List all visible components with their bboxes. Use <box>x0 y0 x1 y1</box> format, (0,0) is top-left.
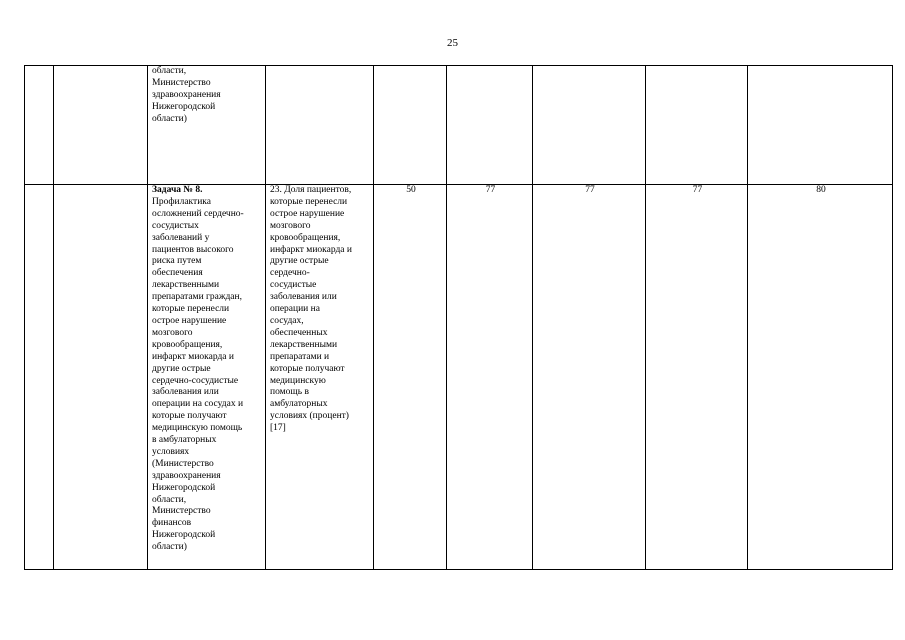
task-cell <box>148 185 266 570</box>
indicator-cell <box>266 185 374 570</box>
value-text: 77 <box>485 185 496 195</box>
value-text: 77 <box>585 185 595 195</box>
value-cell <box>447 185 533 570</box>
table-cell <box>646 66 748 185</box>
value-cell <box>533 185 646 570</box>
task-text: Профилактика осложнений сердечно- сосудистых заболеваний у пациентов высокого риска путем обеспечения лекарственными препаратами граждан, которые перенесли острое нарушение мозгового кровообращения, инфаркт миокарда и другие острые сердечно-сосудистые заболевания или операции на сосудах и которые получают медицинскую помощь в амбулаторных условиях (Министерство здравоохранения Нижегородской области, Министерство финансов Нижегородской области) <box>152 196 244 553</box>
task-continuation-text: области, Министерство здравоохранения Нижегородской области) <box>152 66 221 124</box>
table-cell <box>25 185 54 570</box>
table-cell <box>447 66 533 185</box>
value-text: 50 <box>406 185 416 195</box>
table-cell <box>374 66 447 185</box>
data-table <box>24 65 893 570</box>
table-cell <box>25 66 54 185</box>
table-cell <box>748 66 893 185</box>
table-row <box>25 185 893 570</box>
table-row <box>25 66 893 185</box>
page-number: 25 <box>447 37 458 49</box>
table-cell <box>54 185 148 570</box>
table-cell <box>533 66 646 185</box>
indicator-text: 23. Доля пациентов, которые перенесли острое нарушение мозгового кровообращения, инфаркт миокарда и другие острые сердечно- сосудистые заболевания или операции на сосудах, обеспеченных лекарственными препаратами и которые получают медицинскую помощь в амбулаторных условиях (процент) [17] <box>270 185 352 434</box>
table-cell <box>266 66 374 185</box>
task-continuation-cell <box>148 66 266 185</box>
value-text: 77 <box>692 185 703 195</box>
value-cell <box>748 185 893 570</box>
task-title: Задача № 8. <box>152 185 203 195</box>
value-cell <box>374 185 447 570</box>
value-cell <box>646 185 748 570</box>
table-cell <box>54 66 148 185</box>
value-text: 80 <box>816 185 826 195</box>
